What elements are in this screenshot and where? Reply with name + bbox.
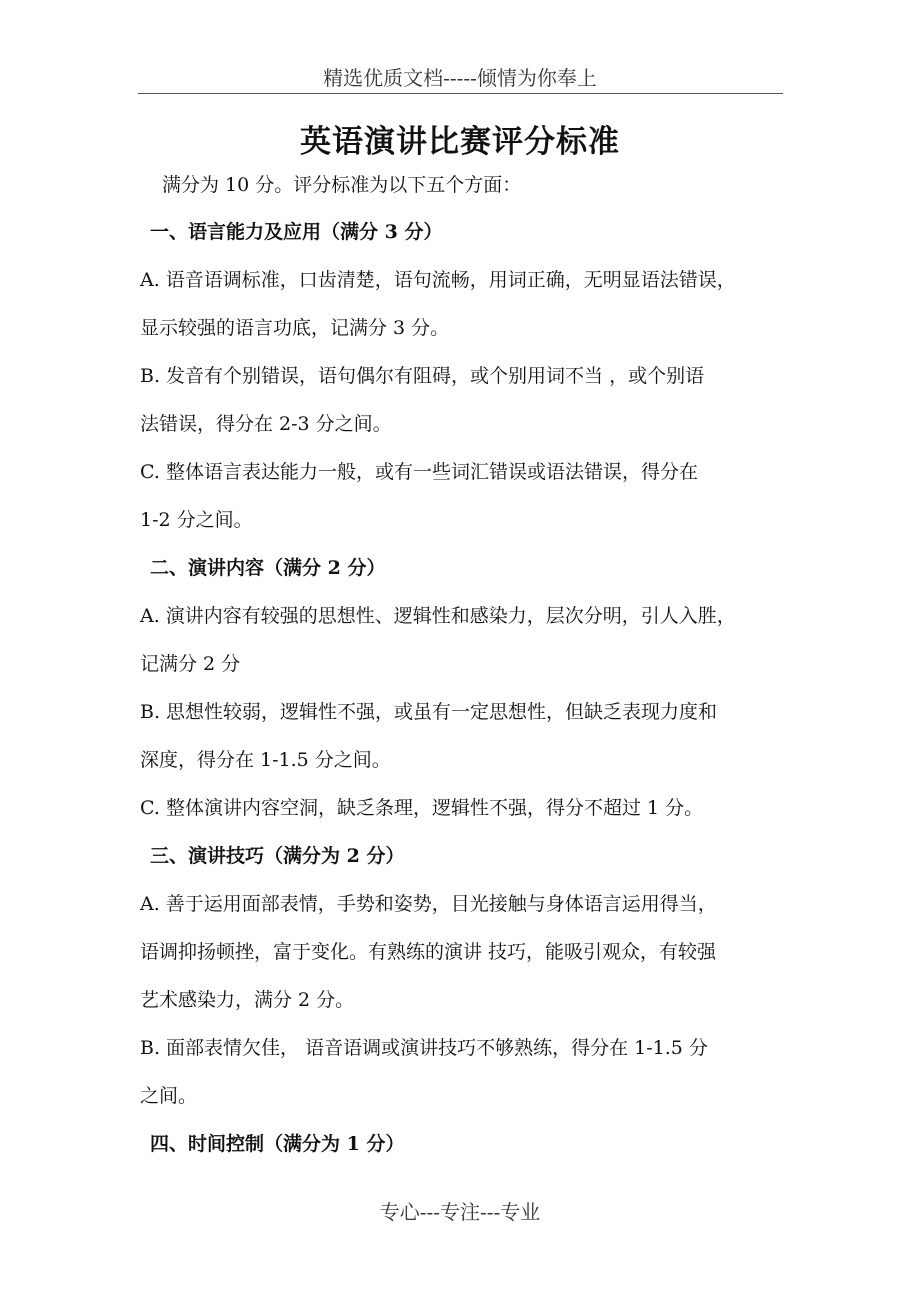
criteria-line: 语调抑扬顿挫，富于变化。有熟练的演讲 技巧，能吸引观众，有较强 (140, 941, 717, 963)
section-heading: 一、语言能力及应用（满分 3 分） (150, 221, 443, 243)
criteria-line: 之间。 (140, 1085, 198, 1107)
criteria-line: A. 演讲内容有较强的思想性、逻辑性和感染力，层次分明，引人入胜， (140, 605, 736, 627)
criteria-line: A. 语音语调标准，口齿清楚，语句流畅，用词正确，无明显语法错误， (140, 269, 736, 291)
page-header: 精选优质文档-----倾情为你奉上 (323, 66, 597, 90)
criteria-line: 1-2 分之间。 (140, 509, 253, 531)
criteria-line: 艺术感染力，满分 2 分。 (140, 989, 355, 1011)
header-divider (138, 93, 783, 94)
criteria-line: B. 发音有个别错误，语句偶尔有阻碍，或个别用词不当 ，或个别语 (140, 365, 705, 387)
criteria-line: 显示较强的语言功底，记满分 3 分。 (140, 317, 450, 339)
criteria-line: 记满分 2 分 (140, 653, 241, 675)
criteria-line: 法错误，得分在 2-3 分之间。 (140, 413, 392, 435)
criteria-line: B. 面部表情欠佳， 语音语调或演讲技巧不够熟练，得分在 1-1.5 分 (140, 1037, 708, 1059)
section-heading: 三、演讲技巧（满分为 2 分） (150, 845, 405, 867)
criteria-line: B. 思想性较弱，逻辑性不强，或虽有一定思想性，但缺乏表现力度和 (140, 701, 718, 723)
page-footer: 专心---专注---专业 (379, 1200, 541, 1224)
intro-text: 满分为 10 分。评分标准为以下五个方面： (162, 174, 522, 196)
section-heading: 四、时间控制（满分为 1 分） (150, 1133, 405, 1155)
section-heading: 二、演讲内容（满分 2 分） (150, 557, 386, 579)
document-title: 英语演讲比赛评分标准 (300, 124, 620, 160)
criteria-line: C. 整体语言表达能力一般，或有一些词汇错误或语法错误，得分在 (140, 461, 698, 483)
criteria-line: C. 整体演讲内容空洞，缺乏条理，逻辑性不强，得分不超过 1 分。 (140, 797, 704, 819)
criteria-line: 深度，得分在 1-1.5 分之间。 (140, 749, 391, 771)
criteria-line: A. 善于运用面部表情，手势和姿势，目光接触与身体语言运用得当， (140, 893, 717, 915)
